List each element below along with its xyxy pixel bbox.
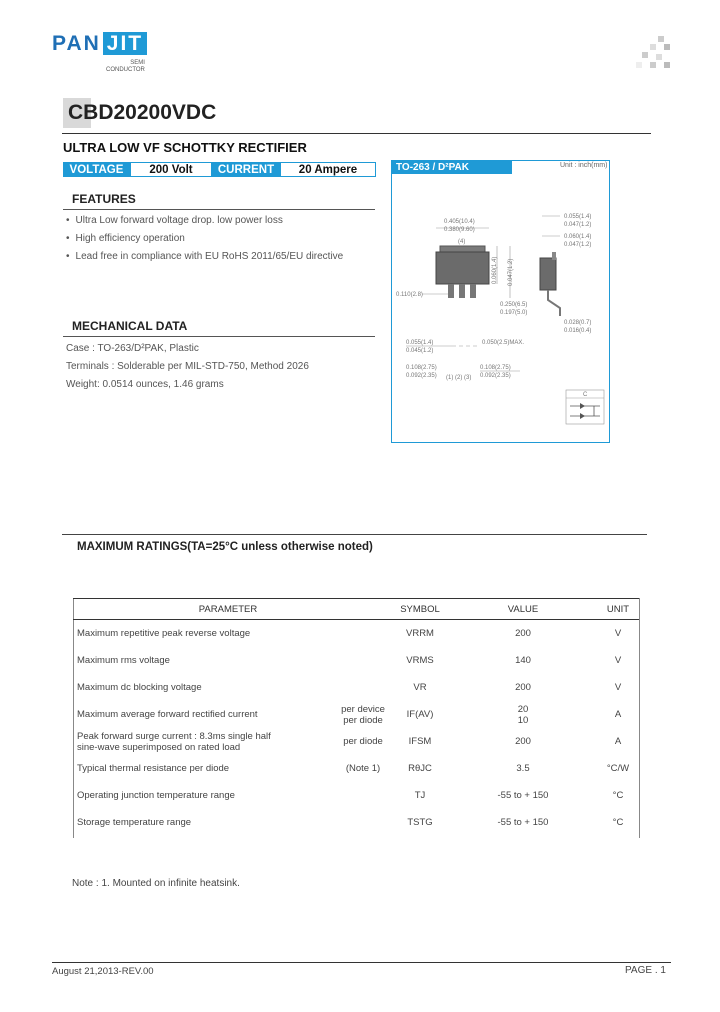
company-logo	[52, 32, 147, 56]
value-cell: 200	[515, 736, 531, 747]
dim-label: 0.028(0.7)	[564, 320, 592, 326]
ratings-divider	[62, 534, 647, 535]
parameter-cell: Maximum average forward rectified current	[77, 709, 258, 720]
symbol-cell: TSTG	[407, 817, 433, 828]
column-header-symbol: SYMBOL	[400, 603, 440, 615]
mechanical-data-text	[66, 340, 309, 394]
current-value: 20 Ampere	[280, 162, 376, 177]
dim-label: 0.092(2.35)	[480, 373, 511, 379]
table-row	[73, 674, 639, 701]
symbol-cell: IF(AV)	[406, 709, 434, 720]
package-title: TO-263 / D²PAK	[392, 161, 512, 174]
dim-label: 0.380(9.60)	[444, 227, 475, 233]
title-divider	[62, 133, 651, 134]
value-cell: 3.5	[516, 763, 530, 774]
package-body	[436, 252, 489, 284]
current-label: CURRENT	[212, 162, 280, 177]
terminals-info: Terminals : Solderable per MIL-STD-750, Method 2026	[66, 361, 309, 372]
dim-label: 0.047(1.2)	[564, 222, 592, 228]
unit-cell: A	[614, 709, 622, 720]
side-view-tab	[552, 252, 556, 260]
column-header-unit: UNIT	[606, 603, 630, 615]
diode-symbol-icon	[580, 403, 585, 409]
value-cell: -55 to + 150	[497, 817, 549, 828]
diode-symbol-icon	[580, 413, 585, 419]
package-lead	[459, 284, 465, 298]
dim-label: 0.047(1.2)	[564, 242, 592, 248]
dim-label: 0.045(1.2)	[406, 348, 434, 354]
table-row	[73, 809, 639, 836]
dim-label: 0.110(2.8)	[396, 292, 423, 298]
dim-label: 0.108(2.75)	[406, 365, 437, 371]
table-row	[73, 728, 639, 755]
condition-line: per diode	[343, 714, 383, 726]
symbol-cell: VRRM	[406, 628, 434, 639]
footer-divider	[52, 962, 671, 963]
weight-info: Weight: 0.0514 ounces, 1.46 grams	[66, 379, 224, 390]
column-header-value: VALUE	[507, 603, 539, 615]
unit-cell: °C/W	[606, 763, 630, 774]
package-lead	[470, 284, 476, 298]
mechanical-divider	[63, 336, 375, 337]
table-row	[73, 647, 639, 674]
dim-label: 0.055(1.4)	[564, 214, 592, 220]
unit-cell: °C	[612, 817, 624, 828]
symbol-cell: VR	[413, 682, 427, 693]
page-number: PAGE . 1	[625, 965, 666, 976]
dim-label: 0.405(10.4)	[444, 219, 475, 225]
ratings-table	[73, 598, 639, 836]
parameter-cell: Peak forward surge current : 8.3ms single half sine-wave superimposed on rated load	[77, 730, 271, 753]
table-row	[73, 620, 639, 647]
dim-label: 0.092(2.35)	[406, 373, 437, 379]
value-cell: 200	[515, 628, 531, 639]
footnote: Note : 1. Mounted on infinite heatsink.	[72, 878, 240, 889]
logo-sub-line1: SEMI	[130, 60, 145, 66]
dim-label: 0.047(1.2)	[508, 258, 514, 286]
dim-label: 0.050(2.5)MAX.	[482, 340, 525, 346]
parameter-cell: Operating junction temperature range	[77, 790, 235, 801]
list-item: • High efficiency operation	[66, 230, 343, 248]
logo-main-text: PAN	[52, 32, 101, 55]
list-item: • Lead free in compliance with EU RoHS 2011/65/EU directive	[66, 248, 343, 266]
spec-bar	[63, 162, 376, 177]
voltage-label: VOLTAGE	[63, 162, 130, 177]
case-label: C	[583, 392, 588, 398]
mechanical-heading: MECHANICAL DATA	[72, 319, 188, 333]
dim-label: 0.055(1.4)	[406, 340, 434, 346]
value-cell: 200	[515, 682, 531, 693]
features-divider	[63, 209, 375, 210]
dim-label: 0.250(6.5)	[500, 302, 528, 308]
value-cell: -55 to + 150	[497, 790, 549, 801]
features-heading: FEATURES	[72, 192, 136, 206]
pin-label: (4)	[458, 239, 466, 245]
case-info: Case : TO-263/D²PAK, Plastic	[66, 343, 199, 354]
unit-cell: V	[614, 655, 622, 666]
unit-cell: V	[614, 682, 622, 693]
parameter-cell: Storage temperature range	[77, 817, 192, 828]
symbol-cell: IFSM	[408, 736, 432, 747]
value-line: 10	[517, 714, 529, 726]
condition-cell: (Note 1)	[345, 763, 381, 774]
package-lead	[448, 284, 454, 298]
corner-decoration-icon	[636, 36, 670, 70]
package-unit: Unit : inch(mm)	[560, 162, 608, 169]
dim-label: 0.197(5.0)	[500, 310, 528, 316]
voltage-value: 200 Volt	[130, 162, 212, 177]
revision-date: August 21,2013-REV.00	[52, 966, 154, 977]
dim-label: 0.060(1.4)	[492, 256, 498, 284]
side-view-body	[540, 258, 556, 290]
unit-cell: V	[614, 628, 622, 639]
symbol-cell: RθJC	[408, 763, 432, 774]
part-number-title: CBD20200VDC	[68, 101, 217, 124]
list-item: • Ultra Low forward voltage drop. low power loss	[66, 212, 343, 230]
parameter-cell: Maximum repetitive peak reverse voltage	[77, 628, 251, 639]
logo-sub-line2: CONDUCTOR	[106, 67, 145, 73]
dim-label: 0.016(0.4)	[564, 328, 592, 334]
logo-subtitle	[106, 60, 145, 74]
value-line: 20	[517, 703, 529, 715]
product-subtitle: ULTRA LOW VF SCHOTTKY RECTIFIER	[63, 140, 307, 155]
condition-cell: per diode	[343, 736, 383, 747]
package-outline-drawing	[392, 176, 609, 442]
condition-line: per device	[341, 703, 385, 715]
unit-cell: °C	[612, 790, 624, 801]
table-row	[73, 701, 639, 728]
column-header-parameter: PARAMETER	[198, 603, 258, 615]
parameter-cell: Typical thermal resistance per diode	[77, 763, 230, 774]
dim-label: 0.108(2.75)	[480, 365, 511, 371]
condition-cell	[327, 701, 399, 728]
dim-label: 0.060(1.4)	[564, 234, 592, 240]
value-cell	[473, 701, 573, 728]
parameter-cell: Maximum rms voltage	[77, 655, 170, 666]
table-row	[73, 782, 639, 809]
features-list	[66, 212, 343, 266]
unit-cell: A	[614, 736, 622, 747]
table-header-row	[73, 598, 639, 620]
table-row	[73, 755, 639, 782]
ratings-heading: MAXIMUM RATINGS(TA=25°C unless otherwise noted)	[77, 541, 373, 553]
parameter-cell: Maximum dc blocking voltage	[77, 682, 202, 693]
value-cell: 140	[515, 655, 531, 666]
symbol-cell: VRMS	[406, 655, 434, 666]
symbol-cell: TJ	[414, 790, 426, 801]
logo-accent-text: JIT	[103, 32, 147, 55]
pin-numbers: (1) (2) (3)	[446, 375, 472, 381]
